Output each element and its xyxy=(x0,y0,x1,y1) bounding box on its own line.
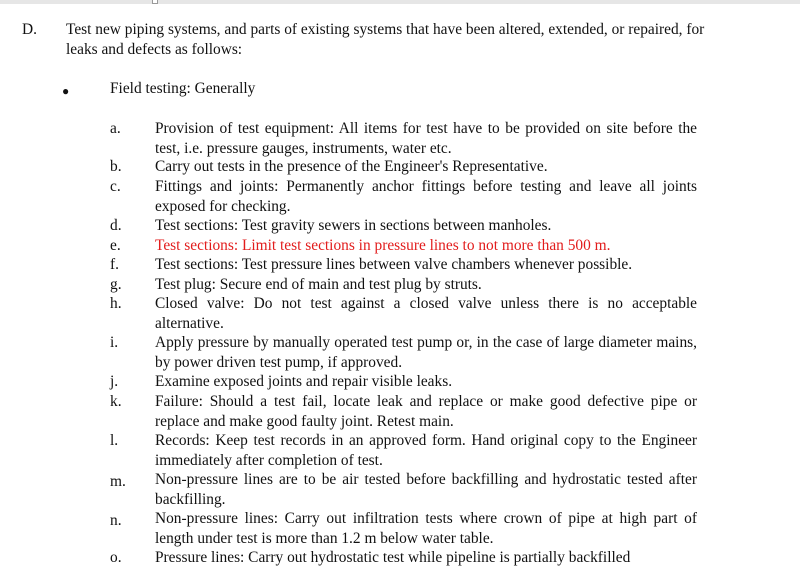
item-letter: i. xyxy=(110,334,119,351)
list-item: Non-pressure lines are to be air tested before backfilling and hydrostatic tested after backfilling. xyxy=(155,471,697,508)
section-intro-text: Test new piping systems, and parts of existing systems that have been altered, extended, or repaired, for leaks and defects as follows: xyxy=(66,21,705,58)
list-item: Examine exposed joints and repair visible leaks. xyxy=(155,373,453,390)
item-letter: j. xyxy=(110,373,119,390)
list-item: Carry out tests in the presence of the Engineer's Representative. xyxy=(155,158,548,175)
item-letter: f. xyxy=(110,256,119,273)
item-letter: o. xyxy=(110,549,122,566)
list-item: Provision of test equipment: All items for test have to be provided on site before the test, i.e. pressure gauges, instruments, water etc. xyxy=(155,120,697,157)
list-item-highlighted: Test sections: Limit test sections in pressure lines to not more than 500 m. xyxy=(155,237,611,254)
item-letter: a. xyxy=(110,120,121,137)
item-letter: n. xyxy=(110,512,122,529)
ruler-marker-icon xyxy=(152,0,158,4)
item-letter: m. xyxy=(110,473,126,490)
item-letter: h. xyxy=(110,295,122,312)
list-item: Fittings and joints: Permanently anchor fittings before testing and leave all joints exposed for checking. xyxy=(155,178,697,215)
section-letter: D. xyxy=(22,21,37,38)
bullet-heading: Field testing: Generally xyxy=(110,80,256,97)
item-letter: k. xyxy=(110,393,122,410)
list-item: Records: Keep test records in an approved form. Hand original copy to the Engineer immediately after completion of test. xyxy=(155,432,697,469)
top-ruler-bar xyxy=(0,0,800,4)
bullet-icon: ● xyxy=(62,84,70,98)
list-item: Failure: Should a test fail, locate leak and replace or make good defective pipe or replace and make good faulty joint. Retest main. xyxy=(155,393,697,430)
list-item: Test sections: Test pressure lines between valve chambers whenever possible. xyxy=(155,256,633,273)
item-letter: b. xyxy=(110,158,122,175)
item-letter: l. xyxy=(110,432,119,449)
list-item: Test sections: Test gravity sewers in sections between manholes. xyxy=(155,217,552,234)
list-item-cutoff: Pressure lines: Carry out hydrostatic test while pipeline is partially backfilled xyxy=(155,549,631,566)
item-letter: g. xyxy=(110,276,122,293)
item-letter: d. xyxy=(110,217,122,234)
list-item: Test plug: Secure end of main and test plug by struts. xyxy=(155,276,482,293)
item-letter: e. xyxy=(110,237,121,254)
item-letter: c. xyxy=(110,178,121,195)
list-item: Non-pressure lines: Carry out infiltration tests where crown of pipe at high part of length under test is more than 1.2 m below water table. xyxy=(155,510,697,547)
list-item: Apply pressure by manually operated test pump or, in the case of large diameter mains, by power driven test pump, if approved. xyxy=(155,334,697,371)
list-item: Closed valve: Do not test against a closed valve unless there is no acceptable alternative. xyxy=(155,295,697,332)
